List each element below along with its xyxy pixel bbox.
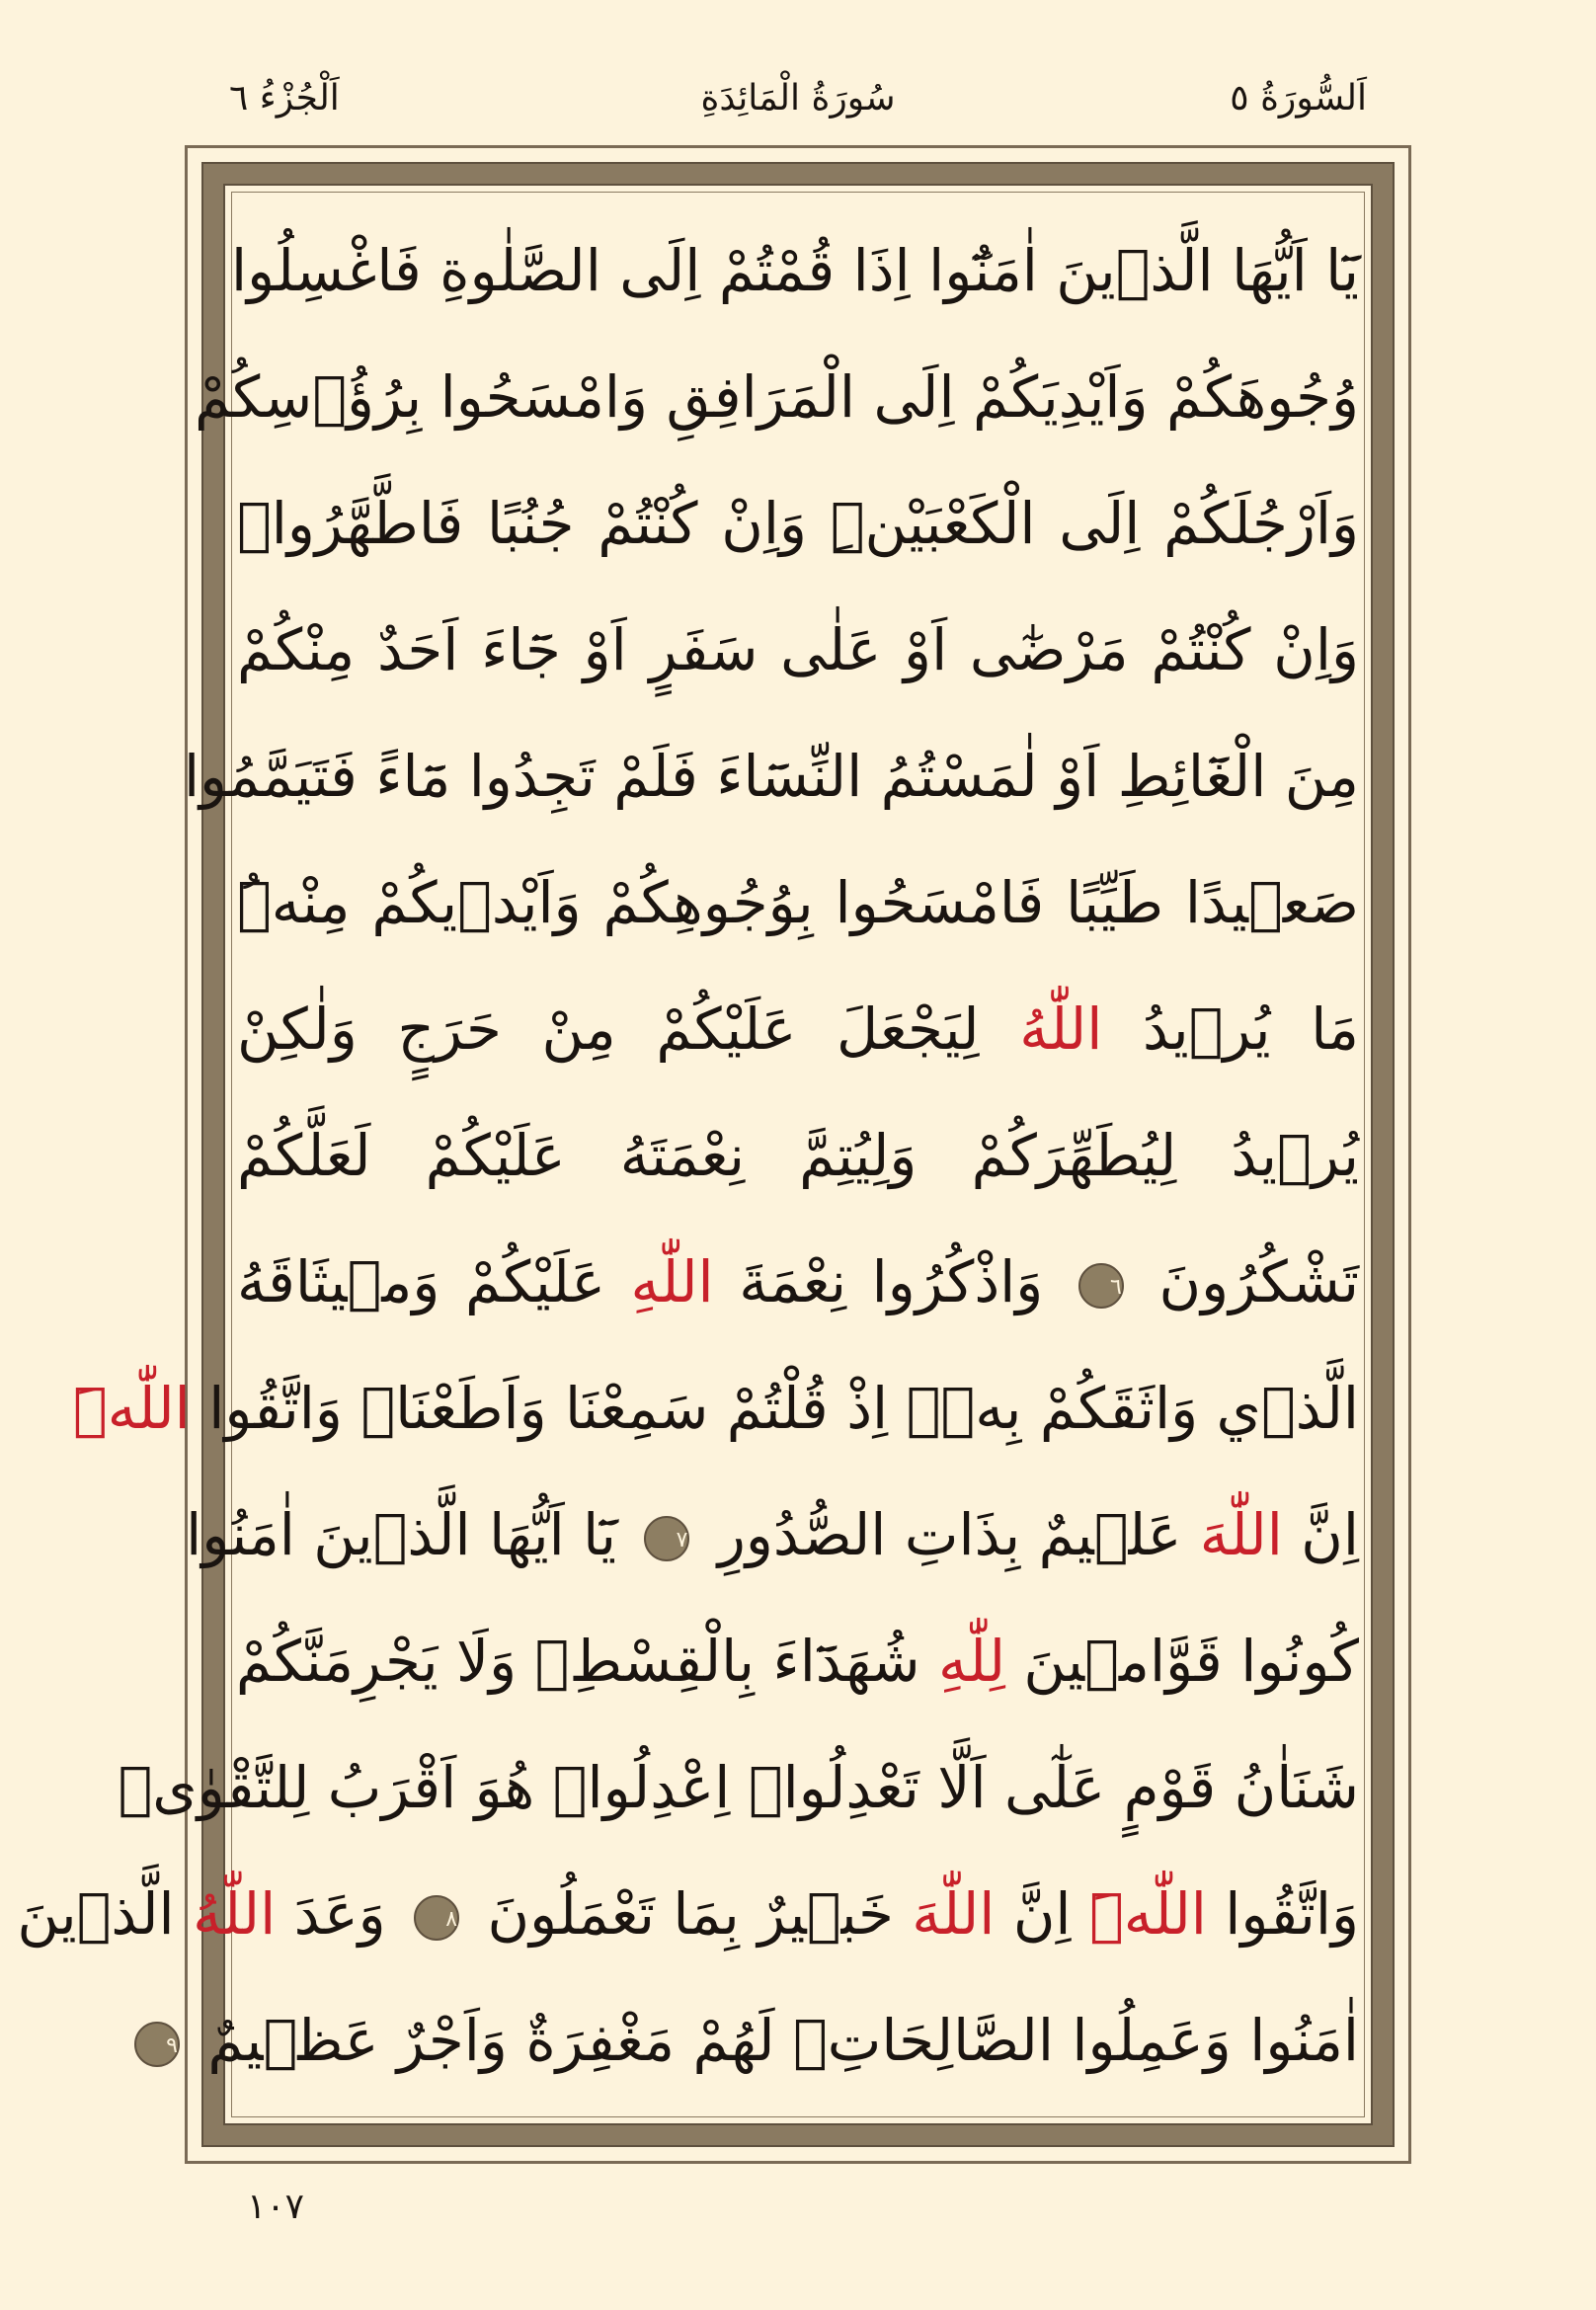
surah-number-label: اَلسُّورَةُ ٥	[1230, 78, 1367, 119]
verse-line	[231, 207, 1359, 334]
verse-text: شَنَاٰنُ قَوْمٍ عَلٰٓى اَلَّا تَعْدِلُواۜ اِعْدِلُواࣞ هُوَ اَقْرَبُ لِلتَّقْوٰىۘ	[118, 1754, 1359, 1821]
verse-text: خَب۪يرٌ بِمَا تَعْمَلُونَ	[469, 1880, 913, 1948]
verse-text: اِنَّ	[995, 1880, 1089, 1948]
ayah-number-marker: ٩	[134, 2022, 180, 2067]
verse-text: وَاتَّقُوا	[1206, 1880, 1359, 1948]
divine-name: اللّٰهُ	[193, 1880, 277, 1948]
verse-text-block	[17, 207, 1359, 2104]
verse-text: اٰمَنُوا وَعَمِلُوا الصَّالِحَاتِۙ لَهُمْ مَغْفِرَةٌ وَاَجْرٌ عَظ۪يمٌ	[189, 2007, 1359, 2074]
divine-name: اللّٰهِ	[630, 1248, 714, 1315]
ayah-number-marker: ٧	[644, 1516, 689, 1561]
verse-line	[237, 587, 1359, 713]
verse-line	[237, 839, 1359, 966]
verse-line	[237, 1092, 1359, 1219]
verse-line	[237, 1219, 1359, 1345]
verse-line	[166, 1977, 1359, 2104]
verse-text: مَا يُر۪يدُ	[1102, 996, 1359, 1063]
verse-text: يُر۪يدُ لِيُطَهِّرَكُمْ وَلِيُتِمَّ نِعْمَتَهُ عَلَيْكُمْ لَعَلَّكُمْ	[237, 1122, 1359, 1189]
page-number: ١٠٧	[247, 2187, 305, 2227]
verse-text: عَل۪يمٌ بِذَاتِ الصُّدُورِ	[699, 1501, 1200, 1568]
verse-text: وَعَدَ	[276, 1880, 405, 1948]
verse-line	[237, 1598, 1359, 1724]
page-header	[0, 69, 1596, 128]
divine-name: اللّٰهَ	[912, 1880, 996, 1948]
verse-text: وَاذْكُرُوا نِعْمَةَ	[713, 1248, 1069, 1315]
divine-name: اللّٰهَۜ	[72, 1375, 191, 1442]
verse-text: يَٓا اَيُّهَا الَّذ۪ينَ اٰمَنُوا	[186, 1501, 635, 1568]
verse-line	[194, 334, 1359, 460]
verse-line	[237, 460, 1359, 587]
divine-name: اللّٰهَۜ	[1088, 1880, 1207, 1948]
divine-name: لِلّٰهِ	[938, 1628, 1005, 1695]
verse-text: كُونُوا قَوَّام۪ينَ	[1005, 1628, 1359, 1695]
verse-text: شُهَدَٓاءَ بِالْقِسْطِۘ وَلَا يَجْرِمَنَّكُمْ	[235, 1628, 939, 1695]
verse-text: الَّذ۪ينَ	[17, 1880, 194, 1948]
verse-text: وُجُوهَكُمْ وَاَيْدِيَكُمْ اِلَى الْمَرَافِقِ وَامْسَحُوا بِرُؤُ۫سِكُمْ	[194, 363, 1359, 431]
verse-text: وَاَرْجُلَكُمْ اِلَى الْكَعْبَيْنِۜ وَاِنْ كُنْتُمْ جُنُبًا فَاطَّهَّرُواۜ	[237, 490, 1359, 557]
verse-line	[118, 1724, 1359, 1851]
verse-text: الَّذ۪ي وَاثَقَكُمْ بِه۪ۙ اِذْ قُلْتُمْ سَمِعْنَا وَاَطَعْنَاۘ وَاتَّقُوا	[190, 1375, 1359, 1442]
verse-text: عَلَيْكُمْ وَم۪يثَاقَهُ	[237, 1248, 631, 1315]
divine-name: اللّٰهُ	[1019, 996, 1103, 1063]
verse-text: اِنَّ	[1282, 1501, 1359, 1568]
verse-line	[17, 1851, 1359, 1977]
juz-label: اَلْجُزْءُ ٦	[229, 78, 340, 119]
verse-text: وَاِنْ كُنْتُمْ مَرْضٰٓى اَوْ عَلٰى سَفَرٍ اَوْ جَٓاءَ اَحَدٌ مِنْكُمْ	[237, 616, 1359, 683]
verse-text: مِنَ الْغَٓائِطِ اَوْ لٰمَسْتُمُ النِّسَٓاءَ فَلَمْ تَجِدُوا مَٓاءً فَتَيَمَّمُوا	[183, 743, 1359, 810]
ayah-number-marker: ٦	[1078, 1263, 1124, 1309]
ayah-number-marker: ٨	[414, 1895, 459, 1941]
verse-text: يَٓا اَيُّهَا الَّذ۪ينَ اٰمَنُٓوا اِذَا قُمْتُمْ اِلَى الصَّلٰوةِ فَاغْسِلُوا	[231, 237, 1359, 304]
verse-line	[186, 1472, 1359, 1598]
verse-text: لِيَجْعَلَ عَلَيْكُمْ مِنْ حَرَجٍ وَلٰكِنْ	[237, 996, 1020, 1063]
surah-title: سُورَةُ الْمَائِدَةِ	[700, 78, 896, 119]
verse-line	[183, 713, 1359, 839]
verse-line	[72, 1345, 1359, 1472]
divine-name: اللّٰهَ	[1199, 1501, 1283, 1568]
verse-text: صَع۪يدًا طَيِّبًا فَامْسَحُوا بِوُجُوهِكُمْ وَاَيْد۪يكُمْ مِنْهُۜ	[237, 869, 1359, 936]
verse-text: تَشْكُرُونَ	[1133, 1248, 1359, 1315]
verse-line	[237, 966, 1359, 1092]
